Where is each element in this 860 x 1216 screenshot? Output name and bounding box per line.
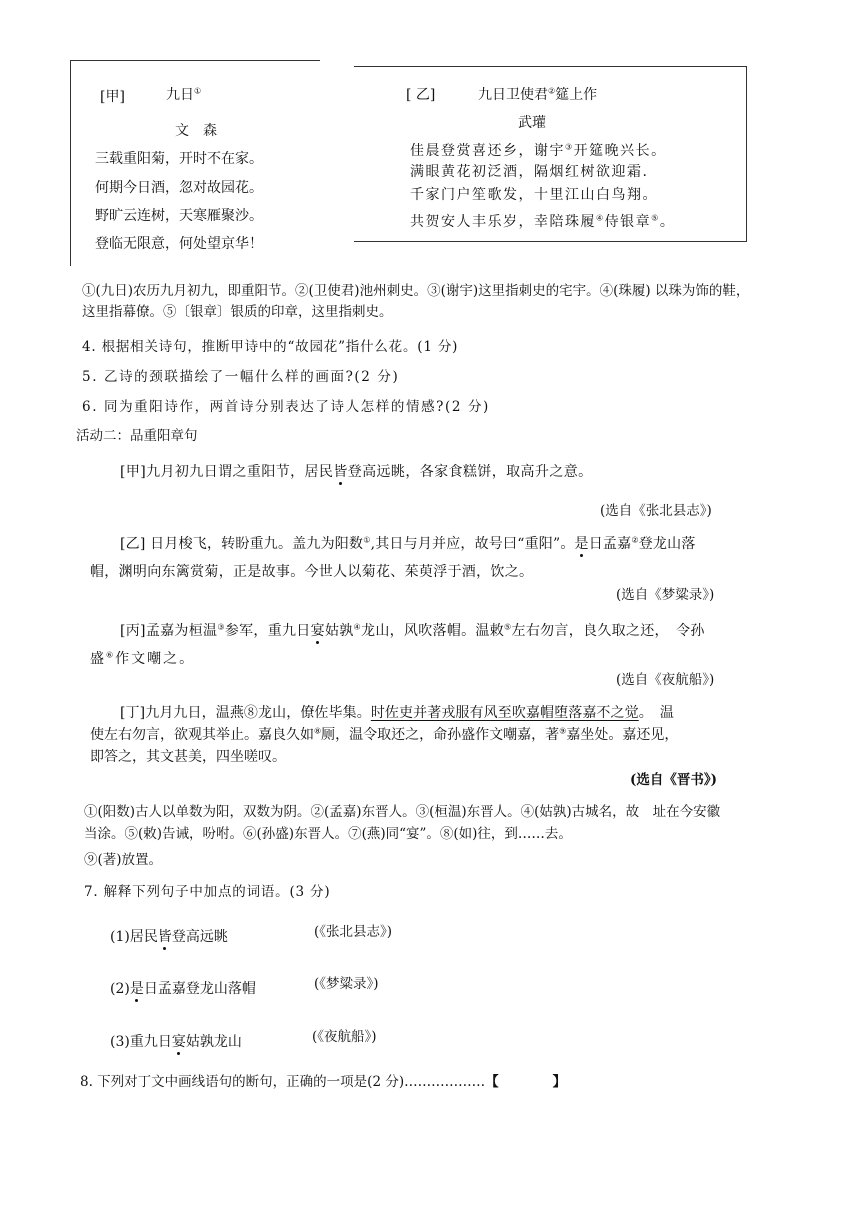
question-7-item-1 [110,926,228,946]
question-7: 7. 解释下列句子中加点的词语。(3 分) [84,884,331,900]
passage-ding-line-2 [90,724,678,744]
passage-ding-l2-a: 使左右勿言，欲观其举止。嘉良久如 [90,727,314,743]
poem-yi-title-b: 筵上作 [555,87,598,103]
passage-jia [120,461,593,481]
passage-bing-l1-e: 左右勿言，良久取之还， 令孙 [511,623,705,639]
question-8-stem: 8. 下列对丁文中画线语句的断句，正确的一项是(2 分)……………… [80,1074,486,1090]
question-7-item-3 [110,1031,242,1051]
passage-bing-l1-c: 姑孰 [324,623,354,639]
poem-notes-line-1: ①(九日)农历九月初九，即重阳节。②(卫使君)池州刺史。③(谢宇)这里指刺史的宅宇。④(珠履) 以珠为饰的鞋， [82,283,750,299]
passage-notes-line-3: ⑨(著)放置。 [84,852,163,868]
passage-bing-line-2 [90,648,195,668]
q7-item-3-dotted-word: 宴 [171,1034,186,1050]
passage-ding-underlined-sentence: 时佐吏并著戎服有风至吹嘉帽堕落嘉不之觉 [370,705,639,721]
passage-yi-l1-c: 日孟嘉 [588,536,632,552]
passage-yi-source: (选自《梦粱录》) [616,587,715,603]
poem-jia-box-top [70,60,320,61]
passage-notes-line-2: 当涂。⑤(敕)告诫，吩咐。⑥(孙盛)东晋人。⑦(燕)同“宴”。⑧(如)往，到……去。 [84,826,572,842]
poem-yi-box-bottom [354,241,747,242]
passage-bing-l1-a: [丙]孟嘉为桓温 [120,623,218,639]
poem-jia-note-mark: ① [194,86,202,96]
question-6: 6. 同为重阳诗作，两首诗分别表达了诗人怎样的情感?(2 分) [82,399,490,415]
passage-bing-line-1 [120,620,705,640]
question-5: 5. 乙诗的颈联描绘了一幅什么样的画面?(2 分) [82,369,400,385]
poem-jia-line-2: 何期今日酒，忽对故园花。 [95,180,263,196]
question-4: 4. 根据相关诗句，推断甲诗中的“故园花”指什么花。(1 分) [82,339,459,355]
poem-yi-tag: [ 乙] [406,87,436,103]
passage-jia-dotted-word: 皆 [333,464,348,480]
passage-bing-l2-b: 作文嘲之。 [115,651,196,667]
poem-yi-line-1-a: 佳晨登赏喜还乡，谢宇 [410,143,565,159]
passage-yi-l1-n2: ② [631,535,639,545]
question-7-item-3-source: (《夜航船》) [312,1029,377,1045]
poem-yi-line-1-note: ③ [565,142,574,152]
poem-yi-title-a: 九日卫使君 [478,87,548,103]
poem-yi-line-1 [410,140,667,160]
poem-yi-line-2: 满眼黄花初泛酒，隔烟红树欲迎霜. [410,164,649,180]
passage-bing-l1-n1: ③ [217,622,225,632]
passage-jia-source: (选自《张北县志》) [600,503,712,519]
poem-yi-note-mark: ② [548,86,556,96]
poem-yi-line-4-a: 共贺安人丰乐岁，幸陪珠履 [410,214,596,230]
q7-item-2-a: (2) [110,981,130,997]
passage-ding-l2-c: 嘉坐处。嘉还见， [566,727,679,743]
q7-item-1-a: (1)居民 [110,929,158,945]
poem-jia-line-4: 登临无限意，何处望京华！ [95,236,263,252]
passage-yi-l1-n1: ① [363,535,371,545]
poem-yi-title [478,84,597,104]
question-7-item-2-source: (《梦粱录》) [314,976,379,992]
poem-yi-line-4-b: 侍银章 [604,214,652,230]
activity-2-heading: 活动二：品重阳章句 [76,428,198,444]
passage-yi-line-1 [120,533,696,553]
poem-yi-box-top [354,66,747,67]
passage-ding-l1-a: [丁]九月九日，温燕⑧龙山，僚佐毕集。 [120,705,371,721]
question-7-item-1-source: (《张北县志》) [314,924,393,940]
poem-yi-line-4-note2: ⑤ [651,213,660,223]
poem-jia-tag: [甲] [100,89,125,105]
passage-yi-l1-a: [乙] 日月梭飞，转盼重九。盖九为阳数 [120,536,364,552]
q7-item-1-dotted-word: 皆 [157,929,172,945]
poem-jia-author: 文 森 [175,123,217,139]
q7-item-1-b: 登高远眺 [171,929,228,945]
q7-item-3-b: 姑孰龙山 [185,1034,242,1050]
poem-jia-line-1: 三载重阳菊，开时不在家。 [95,151,263,167]
question-8 [80,1070,566,1090]
poem-yi-line-4-c: 。 [659,214,676,230]
poem-yi-line-3: 千家门户笙歌发，十里江山白鸟翔。 [410,187,658,203]
passage-bing-l2-a: 盛 [90,651,106,667]
passage-bing-l1-n2: ④ [353,622,362,632]
q7-item-3-a: (3)重九日 [110,1034,172,1050]
poem-notes-line-2: 这里指幕僚。⑤〔银章〕银质的印章，这里指刺史。 [82,304,393,320]
passage-yi-line-2: 帽，渊明向东篱赏菊，正是故事。今世人以菊花、茱萸浮于酒，饮之。 [90,564,534,580]
passage-yi-l1-d: 登龙山落 [638,536,696,552]
poem-yi-author: 武瓘 [518,115,546,131]
question-7-item-2 [110,978,256,998]
poem-yi-line-4 [410,211,675,231]
passage-ding-l2-n1: ⑧ [314,726,322,736]
passage-ding-l2-b: 厕，温令取还之，命孙盛作文嘲嘉，著 [321,727,560,743]
passage-bing-l1-b: 参军，重九日 [224,623,311,639]
poem-yi-line-1-b: 开筵晚兴长。 [573,143,667,159]
passage-jia-b: 登高远眺，各家食糕饼，取高升之意。 [347,464,593,480]
q7-item-2-dotted-word: 是 [129,981,144,997]
passage-notes-line-1: ①(阳数)古人以单数为阳，双数为阴。②(孟嘉)东晋人。③(桓温)东晋人。④(姑孰)古城名，故 址在今安徽 [84,804,721,820]
passage-ding-source: (选自《晋书》) [630,772,718,788]
question-8-answer-bracket: 【 】 [485,1074,567,1090]
poem-yi-box-right [746,66,747,242]
passage-yi-l1-b: ,其日与月并应，故号曰“重阳”。 [370,536,575,552]
passage-bing-source: (选自《夜航船》) [616,672,715,688]
passage-yi-dotted-word: 是 [574,536,589,552]
passage-bing-l1-n3: ⑤ [504,622,512,632]
q7-item-2-b: 日孟嘉登龙山落帽 [143,981,256,997]
poem-jia-box-left [70,60,71,266]
passage-jia-a: [甲]九月初九日谓之重阳节，居民 [120,464,334,480]
passage-ding-line-1 [120,702,674,722]
poem-jia-line-3: 野旷云连树，天寒雁聚沙。 [95,208,263,224]
passage-bing-l2-n: ⑥ [106,650,116,660]
poem-jia-title [166,84,201,104]
passage-ding-line-3: 即答之，其文甚美，四坐嗟叹。 [90,749,286,765]
passage-bing-dotted-word: 宴 [310,623,325,639]
poem-jia-title-text: 九日 [166,87,194,103]
passage-ding-l2-n2: ⑨ [559,726,567,736]
passage-bing-l1-d: 龙山，风吹落帽。温敕 [361,623,505,639]
passage-ding-l1-b: 。 温 [638,705,675,721]
poem-yi-line-4-note: ④ [596,213,605,223]
